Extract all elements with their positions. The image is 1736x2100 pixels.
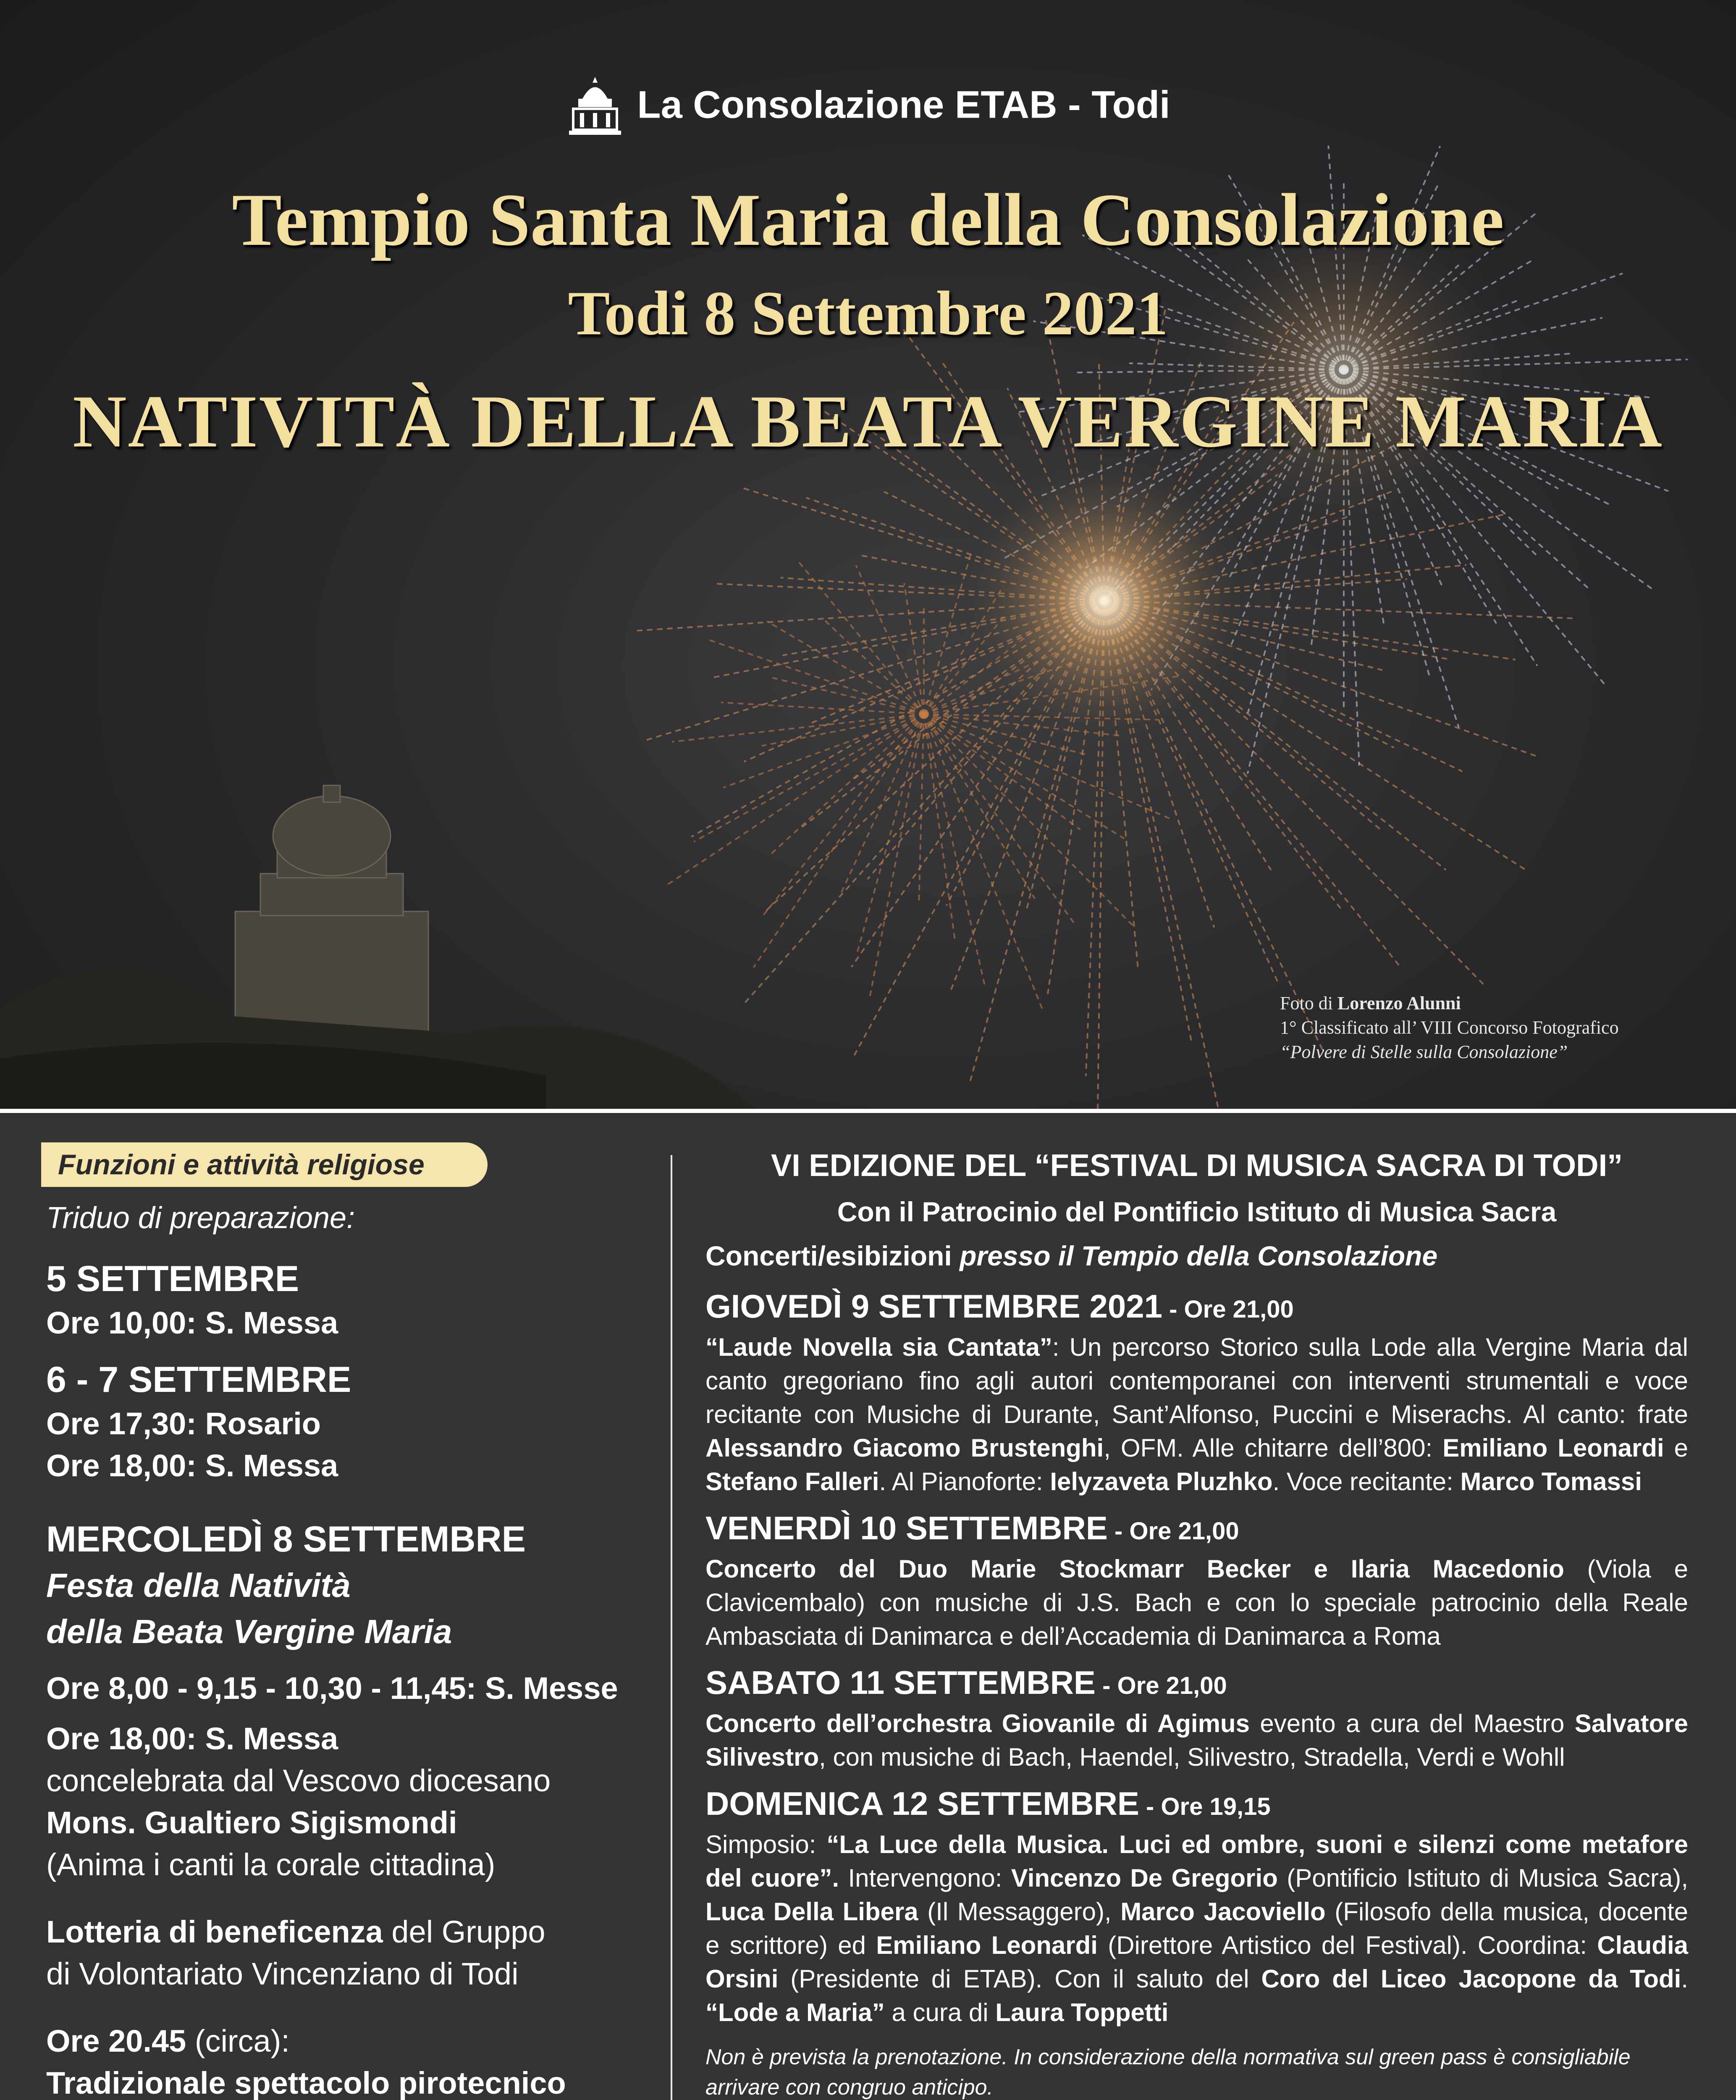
- day-8-concelebrata: concelebrata dal Vescovo diocesano: [46, 1763, 551, 1798]
- date-line: Todi 8 Settembre 2021: [568, 278, 1168, 348]
- lottery-rest: del Gruppo: [383, 1914, 545, 1949]
- sunday-date: DOMENICA 12 SETTEMBRE: [705, 1785, 1139, 1822]
- venue-name: presso il Tempio della Consolazione: [960, 1240, 1438, 1271]
- firework-ray: [763, 714, 924, 916]
- section-tag: Funzioni e attività religiose: [41, 1142, 488, 1187]
- sunday-time: - Ore 19,15: [1139, 1793, 1271, 1820]
- feast-line2: della Beata Vergine Maria: [46, 1613, 452, 1650]
- firework-ray: [823, 618, 924, 714]
- temple-logo-icon: [566, 74, 624, 136]
- friday-heading: [705, 1507, 1688, 1552]
- festival-title: VI EDIZIONE DEL “FESTIVAL DI MUSICA SACRA DI TODI”: [771, 1148, 1623, 1183]
- thursday-time: - Ore 21,00: [1162, 1296, 1294, 1323]
- saturday-time: - Ore 21,00: [1095, 1672, 1227, 1699]
- thursday-date: GIOVEDÌ 9 SETTEMBRE 2021: [705, 1288, 1163, 1325]
- lottery-line1: [46, 1911, 655, 1953]
- program-panel: [0, 1113, 1736, 2100]
- firework-ray: [858, 714, 924, 951]
- day-6-7-item2: Ore 18,00: S. Messa: [46, 1448, 338, 1483]
- sunday-heading: [705, 1782, 1688, 1828]
- photo-credit: [1280, 991, 1619, 1064]
- organization-name: La Consolazione ETAB - Todi: [637, 83, 1170, 126]
- event-subtitle: NATIVITÀ DELLA BEATA VERGINE MARIA: [73, 380, 1663, 463]
- firework-ray: [856, 566, 924, 714]
- festival-patronage: Con il Patrocinio del Pontificio Istituto di Musica Sacra: [837, 1196, 1557, 1227]
- venue-prefix: Concerti/esibizioni: [705, 1240, 960, 1271]
- triduo-heading: Triduo di preparazione:: [46, 1201, 355, 1235]
- day-5-sept: 5 SETTEMBRE: [46, 1259, 299, 1299]
- thursday-heading: [705, 1285, 1688, 1331]
- lottery-title: Lotteria di beneficenza: [46, 1914, 383, 1949]
- firework-ray: [797, 559, 924, 714]
- fireworks-circa: (circa):: [186, 2024, 290, 2058]
- bishop-name: Mons. Gualtiero Sigismondi: [46, 1805, 457, 1840]
- day-8-sept: MERCOLEDÌ 8 SETTEMBRE: [46, 1519, 526, 1559]
- saturday-description: Concerto dell’orchestra Giovanile di Agimus evento a cura del Maestro Salvatore Silivestro, con musiche di Bach, Haendel, Silivestro, Stradella, Verdi e Wohll: [705, 1709, 1689, 1771]
- day-8-messa: Ore 18,00: S. Messa: [46, 1721, 338, 1756]
- friday-description: Concerto del Duo Marie Stockmarr Becker e Ilaria Macedonio (Viola e Clavicembalo) con musiche di J.S. Bach e con lo speciale patrocinio della Reale Ambasciata di Danimarca e dell’Accademia di Danimarca a Roma: [705, 1555, 1688, 1650]
- day-5-item: Ore 10,00: S. Messa: [46, 1305, 338, 1340]
- festival-program: [705, 1142, 1688, 2100]
- saturday-heading: [705, 1662, 1688, 1707]
- credit-line2: 1° Classificato all’ VIII Concorso Fotografico: [1280, 1017, 1619, 1038]
- booking-note: Non è prevista la prenotazione. In considerazione della normativa sul green pass è consigliabile arrivare con congruo anticipo.: [705, 2045, 1631, 2100]
- firework-ray: [763, 714, 924, 746]
- lottery-line2: di Volontariato Vincenziano di Todi: [46, 1956, 519, 1991]
- fireworks-hour: Ore 20.45: [46, 2024, 186, 2058]
- page-title: Tempio Santa Maria della Consolazione: [232, 178, 1504, 261]
- fireworks-show: Tradizionale spettacolo pirotecnico: [46, 2066, 566, 2100]
- day-6-7-sept: 6 - 7 SETTEMBRE: [46, 1360, 351, 1400]
- day-8-messe: Ore 8,00 - 9,15 - 10,30 - 11,45: S. Messe: [46, 1671, 618, 1706]
- day-6-7-item1: Ore 17,30: Rosario: [46, 1406, 321, 1441]
- feast-line1: Festa della Natività: [46, 1567, 351, 1604]
- choir-note: (Anima i canti la corale cittadina): [46, 1847, 496, 1882]
- friday-date: VENERDÌ 10 SETTEMBRE: [705, 1509, 1108, 1546]
- firework-ray: [924, 714, 1034, 898]
- credit-line3: “Polvere di Stelle sulla Consolazione”: [1280, 1042, 1568, 1062]
- religious-program: [46, 1142, 655, 2100]
- firework-ray: [773, 678, 924, 714]
- friday-time: - Ore 21,00: [1107, 1517, 1239, 1545]
- thursday-description: “Laude Novella sia Cantata”: Un percorso Storico sulla Lode alla Vergine Maria dal canto gregoriano fino agli autori contemporanei con interventi strumentali e voce recitante con Musiche di Durante, Sant’Alfonso, Puccini e Miserachs. Al canto: frate Alessandro Giacomo Brustenghi, OFM. Alle chitarre dell’800: Emiliano Leonardi e Stefano Falleri. Al Pianoforte: Ielyzaveta Pluzhko. Voce recitante: Marco Tomassi: [705, 1333, 1689, 1496]
- credit-author: Lorenzo Alunni: [1337, 993, 1461, 1013]
- fireworks-time: [46, 2020, 655, 2062]
- organization-header: [0, 74, 1736, 136]
- firework-ray: [924, 714, 955, 943]
- sunday-description: Simposio: “La Luce della Musica. Luci ed ombre, suoni e silenzi come metafore del cuore”. Intervengono: Vincenzo De Gregorio (Pontificio Istituto di Musica Sacra), Luca Della Libera (Il Messaggero), Marco Jacoviello (Filosofo della musica, docente e scrittore) ed Emiliano Leonardi (Direttore Artistico del Festival). Coordina: Claudia Orsini (Presidente di ETAB). Con il saluto del Coro del Liceo Jacopone da Todi. “Lode a Maria” a cura di Laura Toppetti: [705, 1830, 1689, 2026]
- column-divider: [671, 1155, 672, 2100]
- concert-venue: [705, 1235, 1688, 1277]
- church-silhouette: [235, 785, 428, 1050]
- saturday-date: SABATO 11 SETTEMBRE: [705, 1664, 1096, 1701]
- credit-prefix: Foto di: [1280, 993, 1333, 1013]
